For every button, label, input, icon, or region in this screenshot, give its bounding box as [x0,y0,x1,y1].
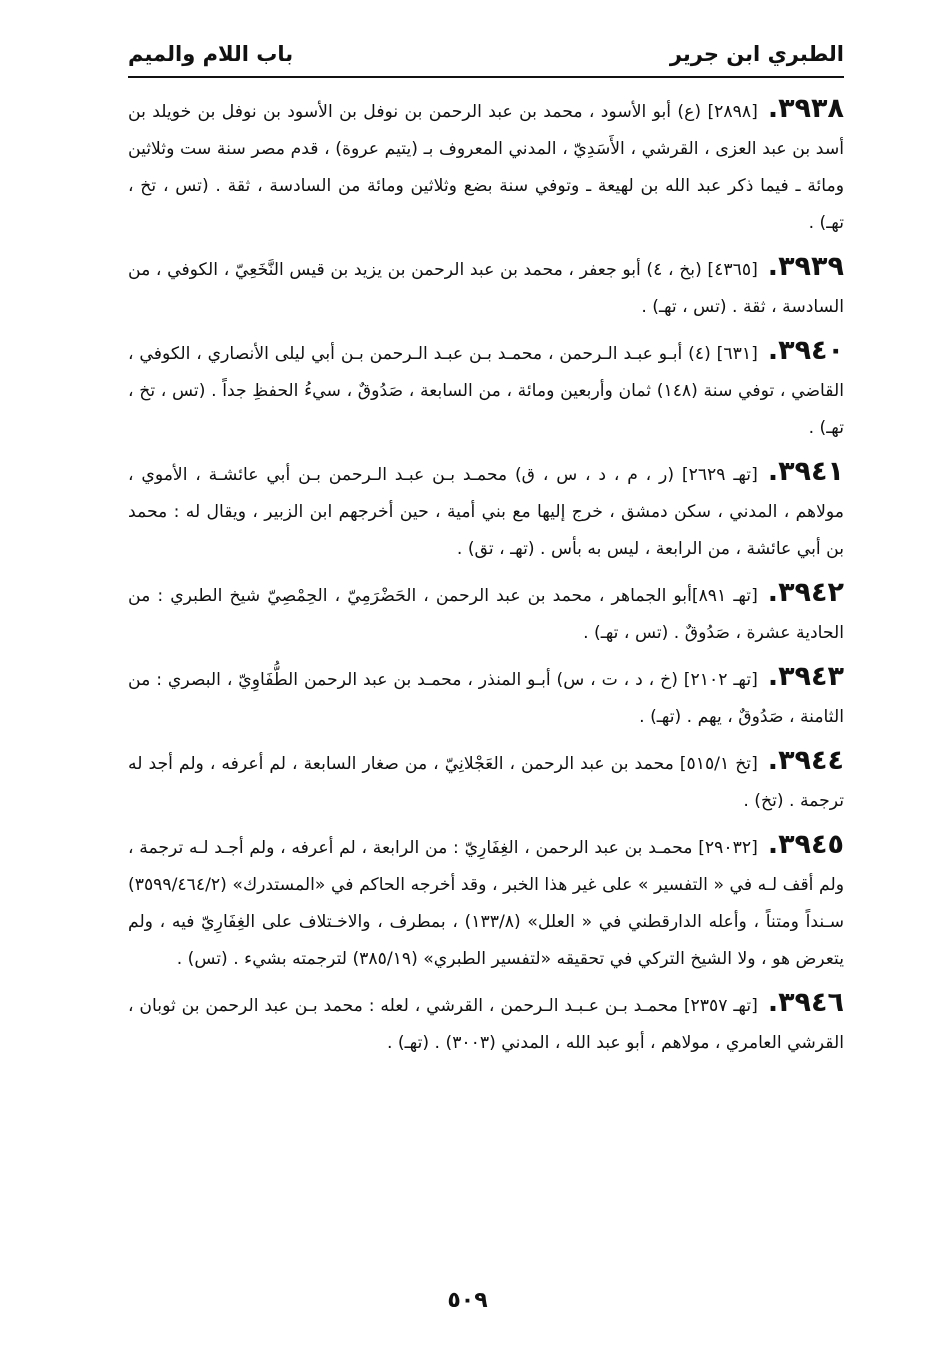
entry-number: ٣٩٤٥. [767,829,844,860]
page-header [128,38,844,78]
entry-text: [تخ ٥١٥/١] محمد بن عبد الرحمن ، العَجْلانِيّ ، من صغار السابعة ، لم أعرفه ، ولم أجد له ترجمة . (تخ) . [128,754,844,811]
entries-list [128,82,844,1062]
entry-number: ٣٩٤٠. [767,335,845,366]
entry-text: [تهـ ٢٣٥٧] محمـد بـن عـبـد الـرحمن ، القرشي ، لعله : محمد بـن عبد الرحمن بن ثوبان ، القرشي العامري ، مولاهم ، أبو عبد الله ، المدني (٣٠٠٣) . (تهـ) . [128,996,844,1053]
entry-text: [٦٣١] (٤) أبـو عبـد الـرحمن ، محمـد بـن عبـد الـرحمن بـن أبي ليلى الأنصاري ، الكوفي ، القاضي ، توفي سنة (١٤٨) ثمان وأربعين ومائة ، من السابعة ، صَدُوقٌ ، سيءُ الحفظِ جداً . (تس ، تخ ، تهـ) . [128,344,844,438]
entry-3944 [128,742,844,820]
entry-3945 [128,826,844,978]
entry-number: ٣٩٤٢. [767,577,844,608]
entry-text: [٤٣٦٥] (بخ ، ٤) أبو جعفر ، محمد بن عبد الرحمن بن يزيد بن قيس النَّخَعِيّ ، الكوفي ، من السادسة ، ثقة . (تس ، تهـ) . [128,260,844,317]
entry-number: ٣٩٣٩. [767,251,844,282]
entry-number: ٣٩٤٦. [767,987,844,1018]
entry-number: ٣٩٣٨. [767,93,844,124]
entry-3938 [128,90,844,242]
entry-text: [٢٩٠٣٢] محمـد بن عبد الرحمن ، الغِفَارِيّ : من الرابعة ، لم أعرفه ، ولم أجـد لـه ترجمة ، ولم أقف لـه في « التفسير » على غير هذا الخبر ، وقد أخرجه الحاكم في «المستدرك» (٣٥٩٩/٤٦٤/٢) سـنداً ومتناً ، وأعله الدارقطني في « العلل» (١٣٣/٨) ، بمطرف ، والاخـتلاف على الغِفَارِيّ فيه ، ولم يتعرض هو ، ولا الشيخ التركي في تحقيقه «لتفسير الطبري» (٣٨٥/١٩) لترجمته بشيء . (تس) . [128,838,844,969]
entry-number: ٣٩٤٤. [767,745,844,776]
page-number: ٥٠٩ [447,1288,488,1313]
entry-3946 [128,984,844,1062]
entry-3940 [128,332,844,447]
entry-number: ٣٩٤١. [767,456,844,487]
chapter-title: باب اللام والميم [128,42,294,66]
entry-3942 [128,574,844,652]
entry-text: [تهـ ٢٦٢٩] (ر ، م ، د ، س ، ق) محمـد بـن عبـد الـرحمن بـن أبي عائشـة ، الأموي ، مولاهم ، المدني ، سكن دمشق ، خرج إليها مع بني أمية ، حين أخرجهم ابن الزبير ، ويقال له : محمد بن أبي عائشة ، من الرابعة ، ليس به بأس . (تهـ ، تق) . [128,465,844,559]
entry-text: [٢٨٩٨] (ع) أبو الأسود ، محمد بن عبد الرحمن بن نوفل بن الأسود بن نوفل بن خويلد بن أسد بن عبد العزى ، القرشي ، الأَسَدِيّ ، المدني المعروف بـ (يتيم عروة) ، قدم مصر سنة ست وثلاثين ومائة ـ فيما ذكر عبد الله بن لهيعة ـ وتوفي سنة بضع وثلاثين ومائة من السادسة ، ثقة . (تس ، تخ ، تهـ) . [128,102,844,233]
entry-text: [تهـ ٨٩١]أبو الجماهر ، محمد بن عبد الرحمن ، الحَضْرَمِيّ ، الحِمْصِيّ شيخ الطبري : من الحادية عشرة ، صَدُوقٌ . (تس ، تهـ) . [128,586,844,643]
entry-3939 [128,248,844,326]
entry-number: ٣٩٤٣. [767,661,844,692]
entry-3943 [128,658,844,736]
entry-text: [تهـ ٢١٠٢] (خ ، د ، ت ، س) أبـو المنذر ، محمـد بن عبد الرحمن الطُّفَاوِيّ ، البصري : من الثامنة ، صَدُوقٌ ، يهم . (تهـ) . [128,670,844,727]
header-divider [128,76,844,78]
book-title: الطبري ابن جرير [669,42,844,66]
entry-3941 [128,453,844,568]
